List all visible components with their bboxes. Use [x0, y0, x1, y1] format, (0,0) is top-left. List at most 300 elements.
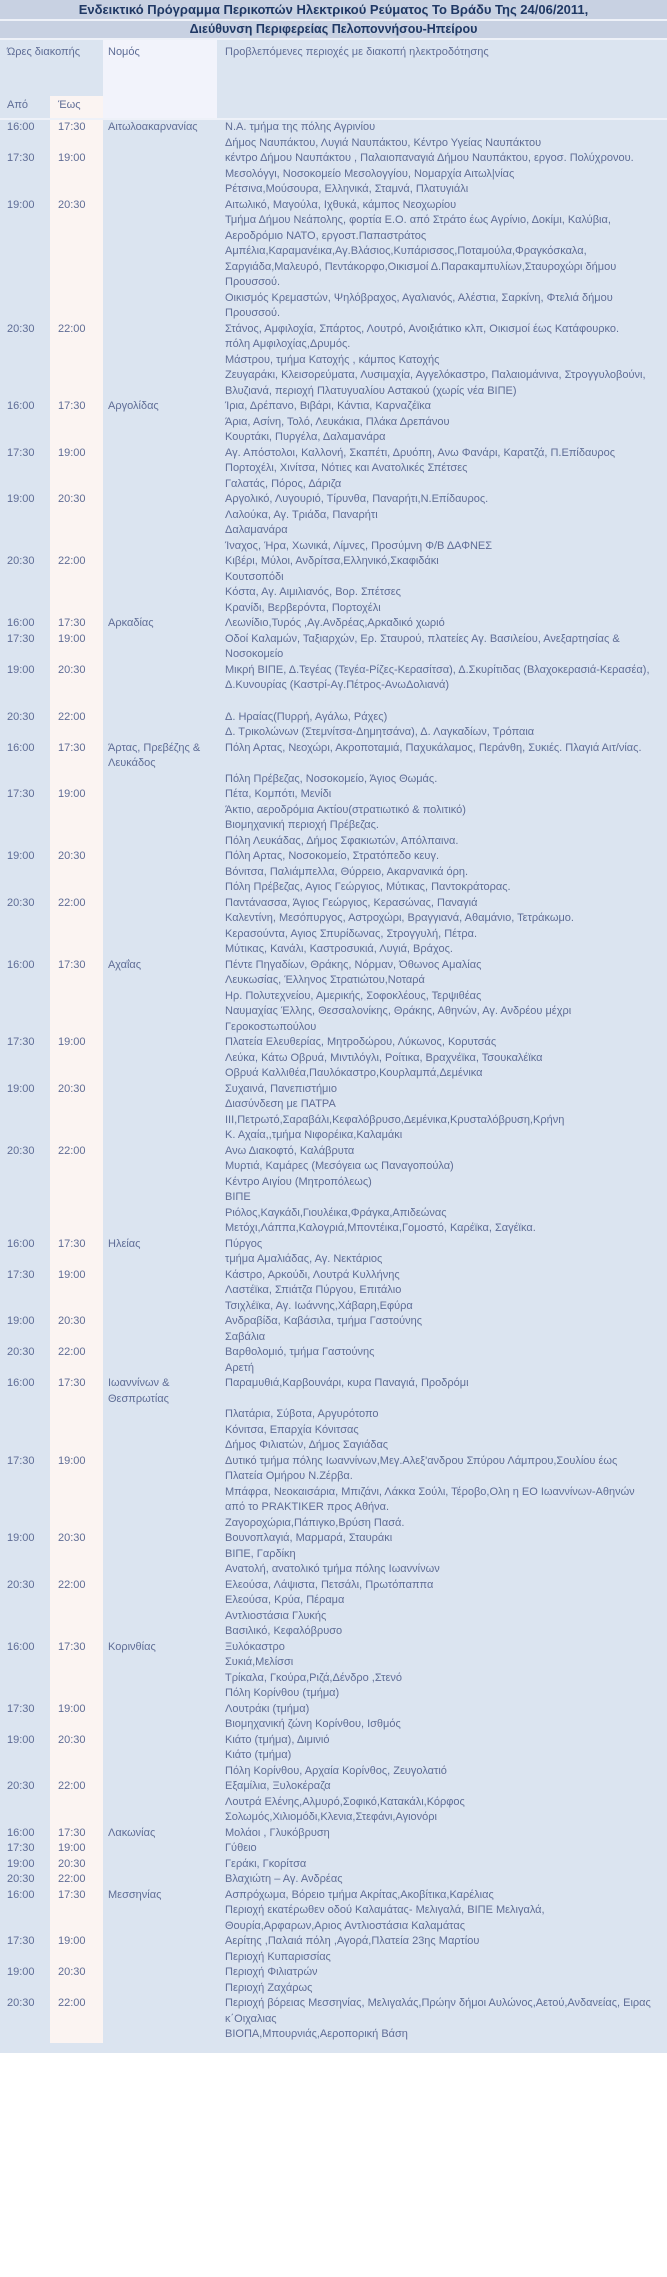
- nomos-cell: [103, 942, 217, 958]
- time-from-cell: [0, 1547, 50, 1563]
- nomos-cell: [103, 1330, 217, 1346]
- nomos-cell: [103, 1485, 217, 1516]
- time-to-cell: 20:30: [50, 1857, 103, 1873]
- time-from-cell: [0, 834, 50, 850]
- areas-cell: Κόστα, Αγ. Αιμιλιανός, Βορ. Σπέτσες: [225, 586, 401, 598]
- time-from-cell: 17:30: [7, 1454, 35, 1467]
- time-to-cell: [50, 927, 103, 943]
- time-from-cell: 19:00: [7, 850, 35, 862]
- areas-cell: Μυρτιά, Καμάρες (Μεσόγεια ως Παναγοπούλα): [225, 1160, 454, 1172]
- time-to-cell: [50, 1795, 103, 1811]
- time-from-cell: [0, 1903, 50, 1934]
- nomos-cell: [103, 1609, 217, 1625]
- areas-cell: Βόνιτσα, Παλιάμπελλα, Θύρρειο, Ακαρνανικά όρη.: [225, 865, 469, 878]
- table-row: [0, 1221, 667, 1237]
- time-from-cell: [0, 1593, 50, 1609]
- nomos-cell: [103, 353, 217, 369]
- table-row: [0, 710, 667, 726]
- table-row: [0, 1981, 667, 1997]
- nomos-cell: [103, 911, 217, 927]
- areas-cell: Οικισμός Κρεμαστών, Ψηλόβραχος, Αγαλιανός, Αλέστια, Σαρκίνη, Φτελιά δήμου Προυσσού.: [225, 291, 613, 319]
- nomos-cell: [103, 337, 217, 353]
- time-from-cell: [0, 1206, 50, 1222]
- table-row: [0, 1640, 667, 1656]
- table-row: [0, 1051, 667, 1067]
- time-to-cell: [50, 182, 103, 198]
- areas-cell: Ανατολή, ανατολικό τμήμα πόλης Ιωαννίνων: [225, 1563, 440, 1575]
- nomos-cell: [103, 1841, 217, 1857]
- time-to-cell: [50, 772, 103, 788]
- areas-cell: Κάστρο, Αρκούδι, Λουτρά Κυλλήνης: [225, 1268, 400, 1281]
- areas-cell: Διασύνδεση με ΠΑΤΡΑ ΙΙΙ,Πετρωτό,Σαραβάλι,Κεφαλόβρυσο,Δεμένικα,Κρυσταλόβρυση,Κρήνη: [225, 1098, 565, 1126]
- areas-cell: Παντάνασσα, Άγιος Γεώργιος, Κερασώνας, Παναγιά: [225, 896, 478, 909]
- table-row: [0, 198, 667, 214]
- table-row: [0, 1795, 667, 1811]
- time-to-cell: 22:00: [50, 896, 103, 912]
- nomos-cell: [103, 1981, 217, 1997]
- time-to-cell: 19:00: [50, 1035, 103, 1051]
- table-row: [0, 213, 667, 244]
- areas-cell: Μπάφρα, Νεοκαισάρια, Μπιζάνι, Λάκκα Σούλι, Τέροβο,Ολη η ΕΟ Ιωαννίνων-Αθηνών από το PRAKTIKER προς Αθήνα.: [225, 1485, 635, 1513]
- areas-cell: ΒΙΠΕ: [225, 1191, 251, 1203]
- nomos-cell: [103, 1004, 217, 1035]
- time-from-cell: 17:30: [7, 1036, 35, 1048]
- time-to-cell: [50, 136, 103, 152]
- time-to-cell: [50, 539, 103, 555]
- time-from-cell: [0, 772, 50, 788]
- nomos-cell: [103, 291, 217, 322]
- time-from-cell: [0, 694, 50, 710]
- nomos-cell: [103, 1810, 217, 1826]
- nomos-cell: [103, 1314, 217, 1330]
- table-row: [0, 446, 667, 462]
- table-row: [0, 1097, 667, 1128]
- time-to-cell: [50, 1175, 103, 1191]
- time-from-cell: [0, 539, 50, 555]
- table-row: [0, 818, 667, 834]
- time-to-cell: 17:30: [50, 1888, 103, 1904]
- time-to-cell: [50, 865, 103, 881]
- table-row: [0, 1531, 667, 1547]
- time-from-cell: 20:30: [7, 555, 35, 567]
- areas-cell: Αγ. Απόστολοι, Καλλονή, Σκαπέτι, Δρυόπη, Ανω Φανάρι, Καρατζά, Π.Επίδαυρος: [225, 446, 616, 459]
- table-row: [0, 849, 667, 865]
- table-row: [0, 1144, 667, 1160]
- time-from-cell: [0, 1299, 50, 1315]
- table-row: [0, 1128, 667, 1144]
- nomos-cell: [103, 492, 217, 508]
- nomos-cell: [103, 244, 217, 291]
- time-from-cell: [0, 1717, 50, 1733]
- areas-cell: Βασιλικό, Κεφαλόβρυσο: [225, 1625, 343, 1637]
- time-to-cell: [50, 601, 103, 617]
- table-body: [0, 120, 667, 2053]
- areas-cell: Ηρ. Πολυτεχνείου, Αμερικής, Σοφοκλέους, Τερψιθέας: [225, 989, 482, 1002]
- table-row: [0, 1717, 667, 1733]
- areas-cell: Δυτικό τμήμα πόλης Ιωαννίνων,Μεγ.Αλεξ'ανδρου Σπύρου Λάμπρου,Σουλίου έως Πλατεία Ομήρου Ν.Ζέρβα.: [225, 1454, 618, 1482]
- nomos-cell: [103, 849, 217, 865]
- nomos-cell: [103, 1779, 217, 1795]
- areas-cell: Πόλη Κορίνθου, Αρχαία Κορίνθος, Ζευγολατιό: [225, 1764, 447, 1777]
- time-from-cell: [0, 1283, 50, 1299]
- time-from-cell: [0, 337, 50, 353]
- time-to-cell: 19:00: [50, 446, 103, 462]
- table-row: [0, 772, 667, 788]
- table-row: [0, 1376, 667, 1407]
- table-row: [0, 1485, 667, 1516]
- nomos-cell: [103, 539, 217, 555]
- time-from-cell: [0, 136, 50, 152]
- areas-cell: Ίρια, Δρέπανο, Βιβάρι, Κάντια, Καρναζέϊκα: [225, 400, 432, 412]
- nomos-cell: [103, 1345, 217, 1361]
- time-from-cell: [0, 430, 50, 446]
- time-from-cell: 16:00: [7, 958, 35, 971]
- time-to-cell: 22:00: [50, 1779, 103, 1795]
- table-row: [0, 337, 667, 353]
- table-row: [0, 461, 667, 477]
- areas-cell: Περιοχή βόρειας Μεσσηνίας, Μελιγαλάς,Πρώην δήμοι Αυλώνος,Αετού,Ανδανείας, Ειρας κ΄Οιχαλιας: [225, 1997, 651, 2025]
- nomos-cell: [103, 477, 217, 493]
- table-row: [0, 353, 667, 369]
- nomos-cell: [103, 1872, 217, 1888]
- areas-cell: Μετόχι,Λάππα,Καλογριά,Μποντέικα,Γομοστό, Καρέϊκα, Σαγέϊκα.: [225, 1222, 536, 1234]
- nomos-cell: [103, 1252, 217, 1268]
- areas-cell: Πόλη Λευκάδας, Δήμος Σφακιωτών, Απόλπαινα.: [225, 834, 459, 847]
- areas-cell: Ανδραβίδα, Καβάσιλα, τμήμα Γαστούνης: [225, 1315, 423, 1327]
- time-from-cell: [0, 570, 50, 586]
- nomos-cell: [103, 198, 217, 214]
- nomos-cell: [103, 1547, 217, 1563]
- table-row: [0, 244, 667, 291]
- areas-cell: Πλατεία Ελευθερίας, Μητροδώρου, Λύκωνος, Κορυτσάς: [225, 1036, 497, 1048]
- time-to-cell: [50, 167, 103, 183]
- nomos-cell: [103, 1686, 217, 1702]
- areas-cell: Λουτράκι (τμήμα): [225, 1702, 310, 1715]
- areas-cell: Πέτα, Κομπότι, Μενίδι: [225, 788, 332, 800]
- time-from-cell: [0, 353, 50, 369]
- areas-cell: Μολάοι , Γλυκόβρυση: [225, 1826, 330, 1839]
- nomos-cell: [103, 1795, 217, 1811]
- table-row: [0, 1035, 667, 1051]
- time-from-cell: [0, 1190, 50, 1206]
- time-from-cell: [0, 1407, 50, 1423]
- areas-cell: Λεύκα, Κάτω Οβρυά, Μιντιλόγλι, Ροίτικα, Βραχνέϊκα, Τσουκαλέϊκα: [225, 1051, 543, 1064]
- time-from-cell: 19:00: [7, 663, 35, 676]
- table-row: [0, 151, 667, 167]
- time-to-cell: [50, 477, 103, 493]
- time-to-cell: [50, 1624, 103, 1640]
- areas-cell: Στάνος, Αμφιλοχία, Σπάρτος, Λουτρό, Ανοιξιάτικο κλπ, Οικισμοί έως Κατάφουρκο.: [225, 322, 620, 335]
- areas-cell: Βουνοπλαγιά, Μαρμαρά, Σταυράκι: [225, 1532, 393, 1544]
- nomos-cell: [103, 1996, 217, 2027]
- time-from-cell: [0, 1097, 50, 1128]
- table-row: [0, 167, 667, 183]
- nomos-cell: Αρκαδίας: [108, 617, 154, 629]
- table-row: [0, 1407, 667, 1423]
- time-to-cell: 19:00: [50, 1702, 103, 1718]
- time-from-cell: [0, 1655, 50, 1671]
- nomos-cell: [103, 834, 217, 850]
- nomos-cell: [103, 585, 217, 601]
- table-row: [0, 1190, 667, 1206]
- table-row: [0, 1578, 667, 1594]
- time-to-cell: 20:30: [50, 1733, 103, 1749]
- time-to-cell: [50, 430, 103, 446]
- time-from-cell: [0, 244, 50, 291]
- time-from-cell: 20:30: [7, 896, 35, 909]
- table-row: [0, 1826, 667, 1842]
- areas-cell: Κουτσοπόδι: [225, 570, 284, 583]
- nomos-cell: [103, 1531, 217, 1547]
- time-to-cell: [50, 911, 103, 927]
- areas-cell: Λεωνίδιο,Τυρός ,Αγ.Ανδρέας,Αρκαδικό χωριό: [225, 617, 445, 629]
- time-to-cell: [50, 1190, 103, 1206]
- nomos-cell: [103, 1035, 217, 1051]
- nomos-cell: [103, 167, 217, 183]
- column-header-from: Από: [7, 99, 29, 111]
- nomos-cell: [103, 632, 217, 663]
- table-row: [0, 1066, 667, 1082]
- areas-cell: Αρετή: [225, 1361, 254, 1374]
- areas-cell: Μάστρου, τμήμα Κατοχής , κάμπος Κατοχής: [225, 353, 440, 366]
- table-row: [0, 1004, 667, 1035]
- areas-cell: Σαβάλια: [225, 1330, 266, 1343]
- areas-cell: Ρέτσινα,Μούσουρα, Ελληνικά, Σταμνά, Πλατυγιάλι: [225, 183, 469, 195]
- time-from-cell: 17:30: [7, 1935, 35, 1947]
- areas-cell: Κ. Αχαία,,τμήμα Νιφορέικα,Καλαμάκι: [225, 1129, 403, 1141]
- time-from-cell: [0, 989, 50, 1005]
- nomos-cell: [103, 151, 217, 167]
- time-from-cell: [0, 1128, 50, 1144]
- time-from-cell: [0, 1810, 50, 1826]
- time-from-cell: 16:00: [7, 400, 35, 412]
- nomos-cell: Ηλείας: [108, 1237, 141, 1250]
- nomos-cell: [103, 461, 217, 477]
- time-from-cell: 19:00: [7, 1966, 35, 1978]
- time-to-cell: 22:00: [50, 554, 103, 570]
- time-to-cell: [50, 2027, 103, 2043]
- areas-cell: Καλεντίνη, Μεσόπυργος, Αστροχώρι, Βραγγιανά, Αθαμάνιο, Τετράκωμο.: [225, 912, 574, 924]
- areas-cell: Περιοχή εκατέρωθεν οδού Καλαμάτας- Μελιγαλά, ΒΙΠΕ Μελιγαλά, Θουρία,Αρφαρων,Αριος Αντλιοστάσια Καλαμάτας: [225, 1904, 545, 1932]
- areas-cell: Ελεούσα, Κρύα, Πέραμα: [225, 1594, 345, 1606]
- time-to-cell: [50, 1686, 103, 1702]
- areas-cell: Αιτωλικό, Μαγούλα, Ιχθυκά, κάμπος Νεοχωρίου: [225, 198, 457, 211]
- time-from-cell: 16:00: [7, 1640, 35, 1653]
- time-to-cell: 17:30: [50, 1376, 103, 1407]
- time-to-cell: 17:30: [50, 399, 103, 415]
- time-from-cell: [0, 927, 50, 943]
- nomos-cell: [103, 1128, 217, 1144]
- areas-cell: Συκιά,Μελίσσι: [225, 1656, 294, 1668]
- nomos-cell: [103, 1857, 217, 1873]
- time-to-cell: [50, 415, 103, 431]
- time-from-cell: 16:00: [7, 1888, 35, 1901]
- nomos-cell: [103, 1082, 217, 1098]
- table-row: [0, 1454, 667, 1485]
- time-to-cell: 22:00: [50, 1872, 103, 1888]
- time-to-cell: 17:30: [50, 120, 103, 136]
- time-from-cell: [0, 1609, 50, 1625]
- time-to-cell: [50, 1903, 103, 1934]
- time-from-cell: 16:00: [7, 617, 35, 629]
- time-to-cell: [50, 1128, 103, 1144]
- time-to-cell: [50, 1810, 103, 1826]
- table-row: [0, 958, 667, 974]
- time-to-cell: [50, 368, 103, 399]
- time-from-cell: 17:30: [7, 788, 35, 800]
- time-from-cell: [0, 1950, 50, 1966]
- time-from-cell: [0, 1051, 50, 1067]
- areas-cell: Ανω Διακοφτό, Καλάβρυτα: [225, 1144, 355, 1157]
- time-from-cell: [0, 1686, 50, 1702]
- spacer-row: [0, 694, 667, 710]
- nomos-cell: [103, 213, 217, 244]
- time-from-cell: [0, 911, 50, 927]
- time-to-cell: [50, 818, 103, 834]
- time-from-cell: [0, 1795, 50, 1811]
- nomos-cell: [103, 1051, 217, 1067]
- time-from-cell: 20:30: [7, 1144, 35, 1157]
- time-from-cell: 16:00: [7, 1826, 35, 1839]
- areas-cell: ΒΙΟΠΑ,Μπουρνιάς,Αεροπορική Βάση: [225, 2028, 408, 2040]
- time-from-cell: [0, 1438, 50, 1454]
- time-from-cell: 19:00: [7, 198, 35, 211]
- areas-cell: Πλατάρια, Σύβοτα, Αργυρότοπο: [225, 1408, 379, 1420]
- areas-cell: Πόλη Κορίνθου (τμήμα): [225, 1687, 340, 1699]
- time-from-cell: 19:00: [7, 1315, 35, 1327]
- areas-cell: Γεράκι, Γκορίτσα: [225, 1857, 307, 1870]
- nomos-cell: Αιτωλοακαρνανίας: [108, 121, 198, 133]
- table-row: [0, 989, 667, 1005]
- areas-cell: Ναυμαχίας Έλλης, Θεσσαλονίκης, Θράκης, Αθηνών, Αγ. Ανδρέου μέχρι Γεροκοστωπούλου: [225, 1005, 572, 1033]
- time-to-cell: [50, 1159, 103, 1175]
- areas-cell: Ίναχος, Ήρα, Χωνικά, Λίμνες, Προσύμνη Φ/Β ΔΑΦΝΕΣ: [225, 539, 493, 552]
- nomos-cell: [103, 663, 217, 694]
- time-to-cell: 20:30: [50, 1082, 103, 1098]
- nomos-cell: [103, 880, 217, 896]
- time-to-cell: 19:00: [50, 1934, 103, 1950]
- areas-cell: Δήμος Ναυπάκτου, Λυγιά Ναυπάκτου, Κέντρο Υγείας Ναυπάκτου: [225, 136, 542, 149]
- nomos-cell: [103, 1764, 217, 1780]
- areas-cell: Πόλη Αρτας, Νοσοκομείο, Στρατόπεδο κευγ.: [225, 850, 439, 862]
- areas-cell: Λουτρά Ελένης,Αλμυρό,Σοφικό,Κατακάλι,Κόρφος: [225, 1795, 465, 1808]
- nomos-cell: [103, 787, 217, 803]
- areas-cell: Ασπρόχωμα, Βόρειο τμήμα Ακρίτας,Ακοβίτικα,Καρέλιας: [225, 1888, 494, 1901]
- table-row: [0, 601, 667, 617]
- areas-cell: Αντλιοστάσια Γλυκής: [225, 1609, 327, 1622]
- table-row: [0, 803, 667, 819]
- time-from-cell: [0, 865, 50, 881]
- table-row: [0, 182, 667, 198]
- time-from-cell: 19:00: [7, 1082, 35, 1095]
- nomos-cell: Αργολίδας: [108, 400, 159, 412]
- time-to-cell: 22:00: [50, 322, 103, 338]
- time-from-cell: [0, 942, 50, 958]
- time-to-cell: [50, 1051, 103, 1067]
- nomos-cell: [103, 1950, 217, 1966]
- column-header-to: Έως: [50, 96, 103, 118]
- nomos-cell: [103, 1965, 217, 1981]
- time-to-cell: [50, 1609, 103, 1625]
- document-title-line1: Ενδεικτικό Πρόγραμμα Περικοπών Ηλεκτρικού Ρεύματος Το Βράδυ Της 24/06/2011,: [0, 0, 667, 21]
- areas-cell: Βλαχιώτη – Αγ. Ανδρέας: [225, 1873, 343, 1885]
- time-to-cell: [50, 989, 103, 1005]
- time-from-cell: [0, 1004, 50, 1035]
- time-to-cell: [50, 1299, 103, 1315]
- time-from-cell: [0, 1221, 50, 1237]
- time-to-cell: 19:00: [50, 1454, 103, 1485]
- time-to-cell: [50, 1950, 103, 1966]
- areas-cell: Πορτοχέλι, Χινίτσα, Νότιες και Ανατολικές Σπέτσες: [225, 462, 468, 474]
- nomos-cell: [103, 1268, 217, 1284]
- areas-cell: Κουρτάκι, Πυργέλα, Δαλαμανάρα: [225, 431, 386, 443]
- table-row: [0, 1934, 667, 1950]
- nomos-cell: [103, 523, 217, 539]
- time-from-cell: 16:00: [7, 121, 35, 133]
- nomos-cell: [103, 973, 217, 989]
- nomos-cell: [103, 601, 217, 617]
- table-row: [0, 1671, 667, 1687]
- nomos-cell: [103, 554, 217, 570]
- time-from-cell: 19:00: [7, 1857, 35, 1870]
- time-to-cell: 17:30: [50, 741, 103, 772]
- time-to-cell: [50, 1407, 103, 1423]
- areas-cell: Πόλη Πρέβεζας, Νοσοκομείο, Άγιος Θωμάς.: [225, 772, 438, 785]
- areas-cell: Δ. Ηραίας(Πυρρή, Αγάλω, Ράχες): [225, 710, 388, 723]
- table-row: [0, 787, 667, 803]
- time-to-cell: [50, 1330, 103, 1346]
- areas-cell: Περιοχή Κυπαρισσίας: [225, 1950, 331, 1963]
- nomos-cell: [103, 989, 217, 1005]
- nomos-cell: [103, 1562, 217, 1578]
- table-row: [0, 492, 667, 508]
- nomos-cell: [103, 1423, 217, 1439]
- areas-cell: Λευκωσίας, Έλληνος Στρατιώτου,Νοταρά: [225, 974, 425, 986]
- time-to-cell: 22:00: [50, 1578, 103, 1594]
- time-from-cell: [0, 213, 50, 244]
- nomos-cell: [103, 1097, 217, 1128]
- time-to-cell: [50, 337, 103, 353]
- areas-cell: Τμήμα Δήμου Νεάπολης, φορτία Ε.Ο. από Στράτο έως Αγρίνιο, Δοκίμι, Καλύβια, Αεροδρόμιο ΝΑΤΟ, εργοστ.Παπαστράτος: [225, 214, 611, 242]
- table-row: [0, 322, 667, 338]
- table-row: [0, 1764, 667, 1780]
- time-from-cell: [0, 601, 50, 617]
- nomos-cell: [103, 1438, 217, 1454]
- table-row: [0, 1314, 667, 1330]
- time-to-cell: [50, 461, 103, 477]
- table-row: [0, 1593, 667, 1609]
- time-to-cell: 17:30: [50, 1237, 103, 1253]
- table-row: [0, 911, 667, 927]
- table-row: [0, 523, 667, 539]
- table-row: [0, 741, 667, 772]
- areas-cell: Κόνιτσα, Επαρχία Κόνιτσας: [225, 1423, 359, 1436]
- time-to-cell: 22:00: [50, 1345, 103, 1361]
- table-row: [0, 1438, 667, 1454]
- nomos-cell: [103, 1671, 217, 1687]
- document-title-line2: Διεύθυνση Περιφερείας Πελοποννήσου-Ηπείρου: [0, 21, 667, 41]
- time-to-cell: [50, 1748, 103, 1764]
- time-to-cell: 20:30: [50, 1314, 103, 1330]
- table-row: [0, 880, 667, 896]
- nomos-cell: Μεσσηνίας: [108, 1888, 162, 1901]
- time-from-cell: [0, 973, 50, 989]
- time-from-cell: [0, 1361, 50, 1377]
- nomos-cell: [103, 1903, 217, 1934]
- time-from-cell: [0, 1562, 50, 1578]
- table-row: [0, 1655, 667, 1671]
- areas-cell: Λαστέϊκα, Σπιάτζα Πύργου, Επιτάλιο: [225, 1284, 402, 1296]
